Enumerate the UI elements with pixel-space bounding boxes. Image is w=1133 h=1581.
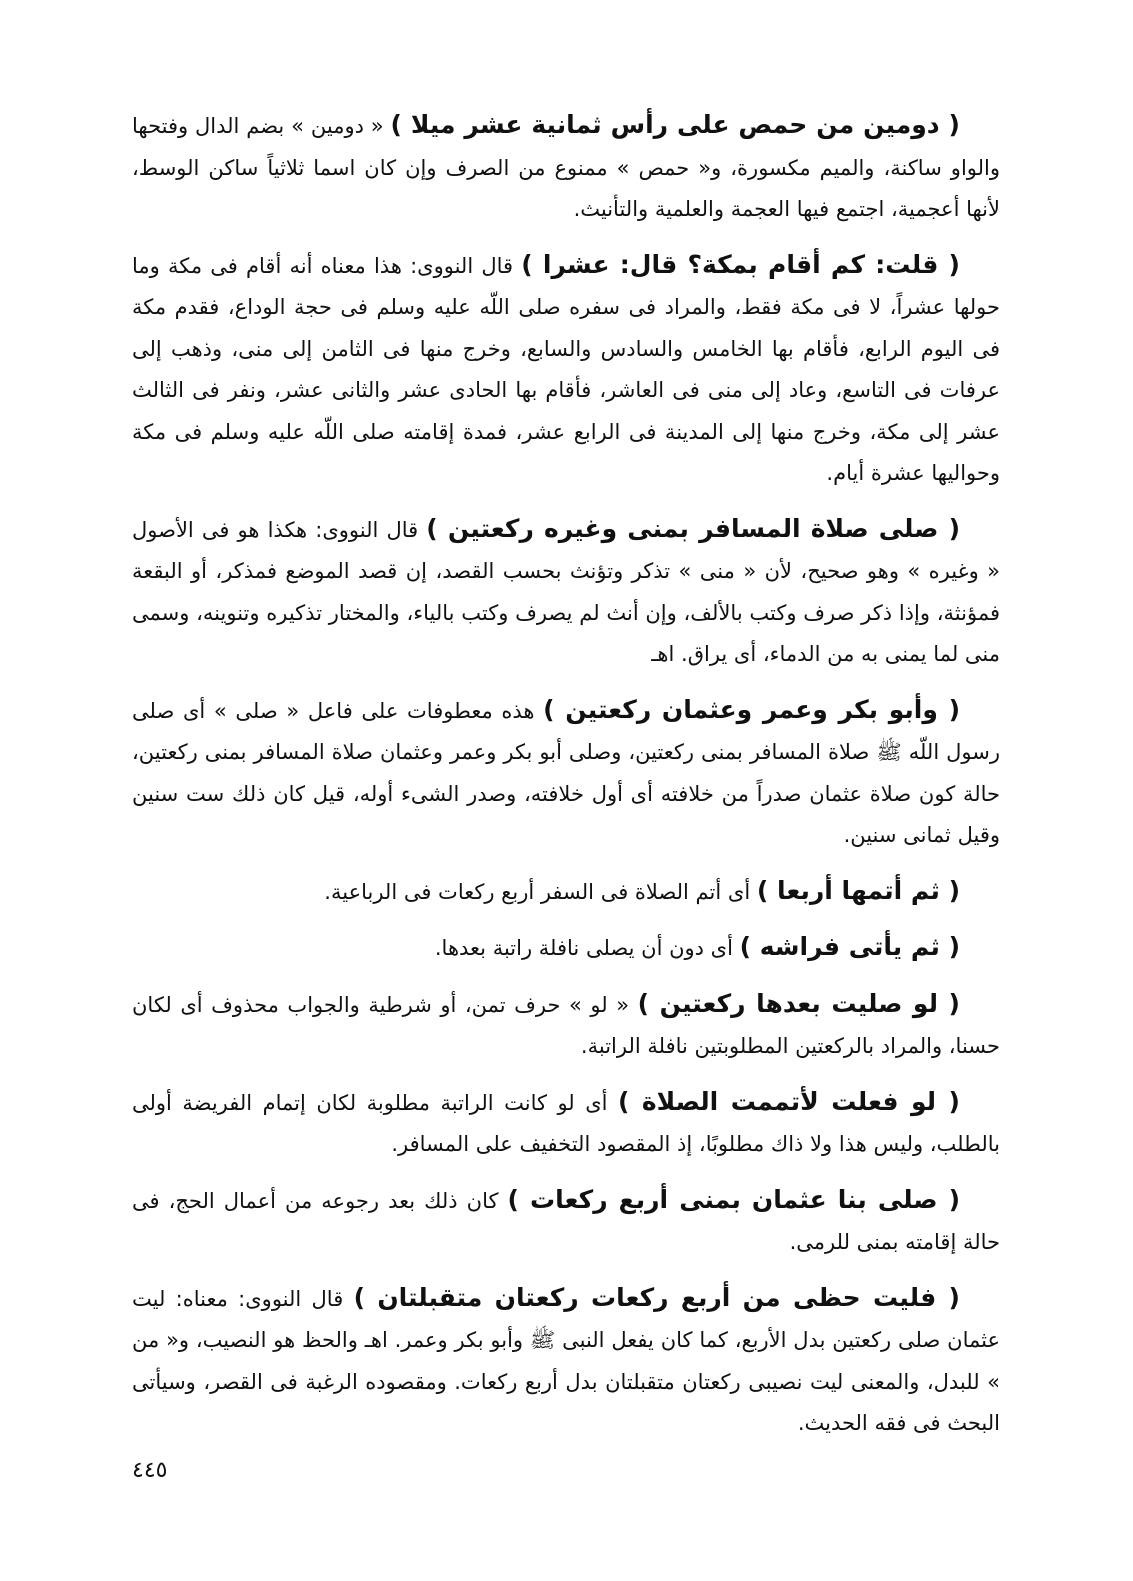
paragraph-heading: قلت: كم أقام بمكة؟ قال: عشرا (542, 249, 939, 279)
paragraph-heading: فليت حظى من أربع ركعات ركعتان متقبلتان (377, 1282, 937, 1312)
paragraph: ( لو صليت بعدها ركعتين ) « لو » حرف تمن، أو شرطية والجواب محذوف أى لكان حسنا، والمراد بالركعتين المطلوبتين نافلة الراتبة. (132, 988, 1000, 1058)
paragraph-heading: ثم أتمها أربعا (777, 875, 940, 905)
paragraph-body: « لو » حرف تمن، أو شرطية والجواب محذوف أى لكان حسنا، والمراد بالركعتين المطلوبتين نافلة الراتبة. (132, 992, 1000, 1058)
paragraph-heading: لو فعلت لأتممت الصلاة (641, 1086, 937, 1116)
paragraph: ( وأبو بكر وعمر وعثمان ركعتين ) هذه معطوفات على فاعل « صلى » أى صلى رسول اللّه ﷺ صلاة المسافر بمنى ركعتين، وصلى أبو بكر وعمر وعثمان صلاة المسافر بمنى ركعتين، حالة كون صلاة عثمان صدراً من خلافته أى أول خلافته، وصدر الشىء أوله، قيل كان ذلك ست سنين وقيل ثمانى سنين. (132, 694, 1000, 847)
paragraph-body: « دومين » بضم الدال وفتحها والواو ساكنة، والميم مكسورة، و« حمص » ممنوع من الصرف وإن كان اسما ثلاثياً ساكن الوسط، لأنها أعجمية، اجتمع فيها العجمة والعلمية والتأنيث. (132, 114, 1000, 221)
paragraph-heading: ثم يأتى فراشه (759, 932, 940, 961)
paragraph: ( دومين من حمص على رأس ثمانية عشر ميلا ) « دومين » بضم الدال وفتحها والواو ساكنة، والميم مكسورة، و« حمص » ممنوع من الصرف وإن كان اسما ثلاثياً ساكن الوسط، لأنها أعجمية، اجتمع فيها العجمة والعلمية والتأنيث. (132, 110, 1000, 221)
paragraph-body: قال النووى: هكذا هو فى الأصول « وغيره » وهو صحيح، لأن « منى » تذكر وتؤنث بحسب القصد، إن قصد الموضع فمذكر، أو البقعة فمؤنثة، وإذا ذكر صرف وكتب بالألف، وإن أنث لم يصرف وكتب بالياء، والمختار تذكيره وتنوينه، وسمى منى لما يمنى به من الدماء، أى يراق. اهـ (132, 517, 1000, 666)
paragraph-heading: صلى بنا عثمان بمنى أربع ركعات (530, 1184, 938, 1214)
paragraph-heading: صلى صلاة المسافر بمنى وغيره ركعتين (447, 513, 939, 543)
paragraph-heading: دومين من حمص على رأس ثمانية عشر ميلا (410, 110, 940, 139)
paragraph-body: كان ذلك بعد رجوعه من أعمال الحج، فى حالة إقامته بمنى للرمى. (132, 1188, 1000, 1254)
paragraph: ( قلت: كم أقام بمكة؟ قال: عشرا ) قال النووى: هذا معناه أنه أقام فى مكة وما حولها عشراً، لا فى مكة فقط، والمراد فى سفره صلى اللّه عليه وسلم فى حجة الوداع، فقدم مكة فى اليوم الرابع، فأقام بها الخامس والسادس والسابع، وخرج منها فى الثامن إلى منى، وذهب إلى عرفات فى التاسع، وعاد إلى منى فى العاشر، فأقام بها الحادى عشر والثانى عشر، ونفر فى الثالث عشر إلى مكة، وخرج منها إلى المدينة فى الرابع عشر، فمدة إقامته صلى اللّه عليه وسلم فى مكة وحواليها عشرة أيام. (132, 249, 1000, 485)
paragraph-body: أى أتم الصلاة فى السفر أربع ركعات فى الرباعية. (324, 879, 751, 904)
paragraph: ( صلى بنا عثمان بمنى أربع ركعات ) كان ذلك بعد رجوعه من أعمال الحج، فى حالة إقامته بمنى للرمى. (132, 1184, 1000, 1254)
paragraph: ( ثم يأتى فراشه ) أى دون أن يصلى نافلة راتبة بعدها. (434, 932, 960, 961)
commentary-body (132, 104, 1000, 1458)
paragraph-body: أى دون أن يصلى نافلة راتبة بعدها. (434, 936, 733, 960)
paragraph-heading: وأبو بكر وعمر وعثمان ركعتين (565, 694, 938, 724)
paragraph-body: هذه معطوفات على فاعل « صلى » أى صلى رسول اللّه ﷺ صلاة المسافر بمنى ركعتين، وصلى أبو بكر وعمر وعثمان صلاة المسافر بمنى ركعتين، حالة كون صلاة عثمان صدراً من خلافته أى أول خلافته، وصدر الشىء أوله، قيل كان ذلك ست سنين وقيل ثمانى سنين. (132, 698, 1000, 847)
paragraph: ( ثم أتمها أربعا ) أى أتم الصلاة فى السفر أربع ركعات فى الرباعية. (324, 875, 960, 905)
paragraph-body: قال النووى: معناه: ليت عثمان صلى ركعتين بدل الأربع، كما كان يفعل النبى ﷺ وأبو بكر وعمر. اهـ والحظ هو النصيب، و« من » للبدل، والمعنى ليت نصيبى ركعتان متقبلتان بدل أربع ركعات. ومقصوده الرغبة فى القصر، وسيأتى البحث فى فقه الحديث. (132, 1286, 1000, 1435)
paragraph: ( صلى صلاة المسافر بمنى وغيره ركعتين ) قال النووى: هكذا هو فى الأصول « وغيره » وهو صحيح، لأن « منى » تذكر وتؤنث بحسب القصد، إن قصد الموضع فمذكر، أو البقعة فمؤنثة، وإذا ذكر صرف وكتب بالألف، وإن أنث لم يصرف وكتب بالياء، والمختار تذكيره وتنوينه، وسمى منى لما يمنى به من الدماء، أى يراق. اهـ (132, 513, 1000, 666)
paragraph-heading: لو صليت بعدها ركعتين (659, 988, 938, 1018)
paragraph: ( فليت حظى من أربع ركعات ركعتان متقبلتان ) قال النووى: معناه: ليت عثمان صلى ركعتين بدل الأربع، كما كان يفعل النبى ﷺ وأبو بكر وعمر. اهـ والحظ هو النصيب، و« من » للبدل، والمعنى ليت نصيبى ركعتان متقبلتان بدل أربع ركعات. ومقصوده الرغبة فى القصر، وسيأتى البحث فى فقه الحديث. (132, 1282, 1000, 1435)
paragraph-body: قال النووى: هذا معناه أنه أقام فى مكة وما حولها عشراً، لا فى مكة فقط، والمراد فى سفره صلى اللّه عليه وسلم فى حجة الوداع، فقدم مكة فى اليوم الرابع، فأقام بها الخامس والسادس والسابع، وخرج منها فى الثامن إلى منى، وذهب إلى عرفات فى التاسع، وعاد إلى منى فى العاشر، فأقام بها الحادى عشر والثانى عشر، ونفر فى الثالث عشر إلى مكة، وخرج منها إلى المدينة فى الرابع عشر، فمدة إقامته صلى اللّه عليه وسلم فى مكة وحواليها عشرة أيام. (132, 253, 1000, 485)
paragraph-body: أى لو كانت الراتبة مطلوبة لكان إتمام الفريضة أولى بالطلب، وليس هذا ولا ذاك مطلوبًا، إذ المقصود التخفيف على المسافر. (132, 1090, 1000, 1156)
paragraph: ( لو فعلت لأتممت الصلاة ) أى لو كانت الراتبة مطلوبة لكان إتمام الفريضة أولى بالطلب، وليس هذا ولا ذاك مطلوبًا، إذ المقصود التخفيف على المسافر. (132, 1086, 1000, 1156)
page-number: ٤٤٥ (132, 1458, 168, 1483)
